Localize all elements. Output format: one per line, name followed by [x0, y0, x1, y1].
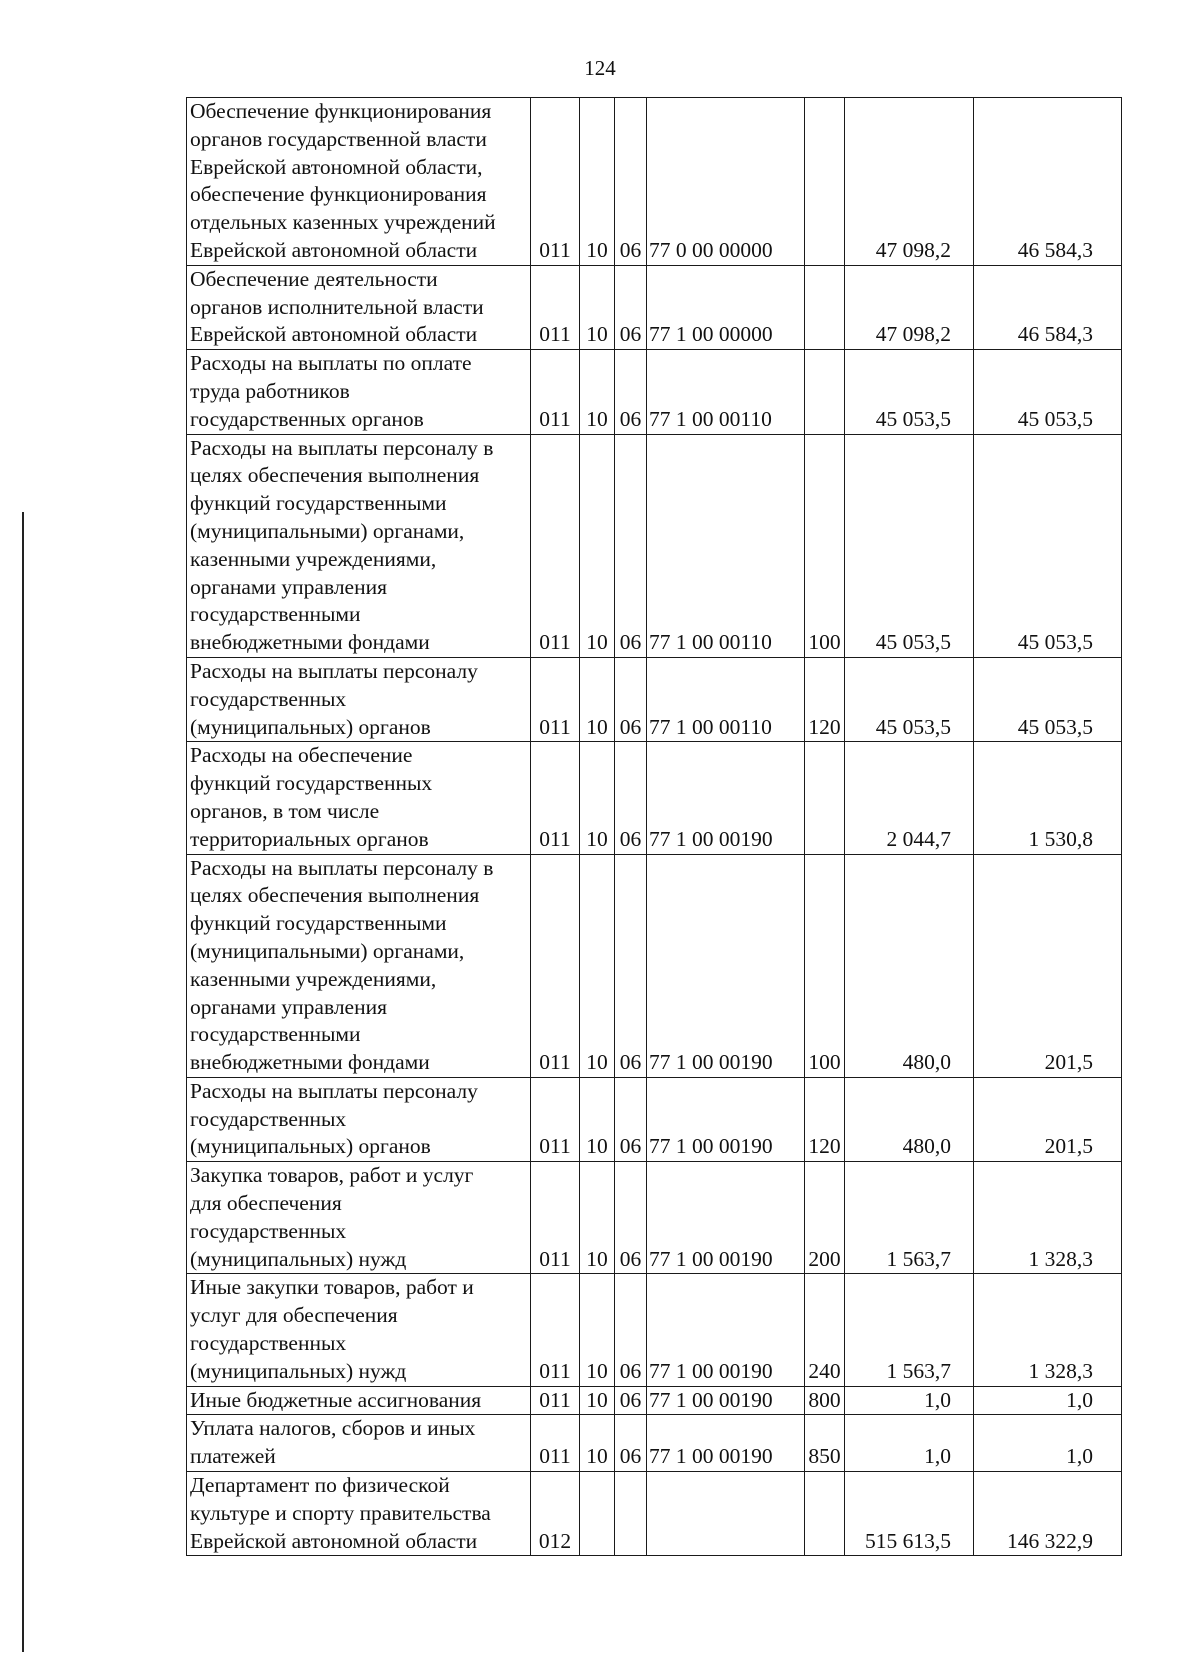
ministry-code-cell: 011: [531, 854, 580, 1077]
amount-year1-cell: 1 563,7: [845, 1274, 974, 1386]
expense-type-cell: [805, 265, 845, 349]
target-code-cell: 77 1 00 00190: [647, 1415, 805, 1472]
item-name-cell: [187, 1472, 531, 1556]
amount-year1-cell: 45 053,5: [845, 434, 974, 657]
expense-type-cell: 240: [805, 1274, 845, 1386]
subsection-code-cell: 06: [615, 1274, 647, 1386]
amount-year2-cell: 1 328,3: [974, 1162, 1122, 1274]
ministry-code-cell: 012: [531, 1472, 580, 1556]
section-code-cell: 10: [580, 265, 615, 349]
item-name-line: (муниципальными) органами,: [190, 518, 465, 543]
item-name-cell: [187, 657, 531, 741]
table-row: [187, 657, 1122, 741]
amount-year1-cell: 1,0: [845, 1415, 974, 1472]
item-name-line: государственных органов: [190, 406, 424, 431]
item-name-cell: [187, 350, 531, 434]
subsection-code-cell: 06: [615, 1162, 647, 1274]
item-name-line: Расходы на выплаты персоналу: [190, 658, 478, 683]
expense-type-cell: 100: [805, 434, 845, 657]
target-code-cell: 77 1 00 00190: [647, 1386, 805, 1415]
section-code-cell: 10: [580, 657, 615, 741]
item-name-line: казенными учреждениями,: [190, 966, 437, 991]
ministry-code-cell: 011: [531, 1162, 580, 1274]
item-name-line: (муниципальными) органами,: [190, 938, 465, 963]
section-code-cell: 10: [580, 742, 615, 854]
item-name-line: Закупка товаров, работ и услуг: [190, 1163, 474, 1188]
item-name-line: функций государственными: [190, 911, 447, 936]
item-name-line: Расходы на выплаты по оплате: [190, 351, 472, 376]
page-number: 124: [584, 56, 616, 80]
ministry-code-cell: 011: [531, 350, 580, 434]
item-name-line: для обеспечения: [190, 1191, 342, 1216]
item-name-cell: [187, 1415, 531, 1472]
amount-year2-cell: 1,0: [974, 1415, 1122, 1472]
ministry-code-cell: 011: [531, 98, 580, 266]
amount-year1-cell: 47 098,2: [845, 98, 974, 266]
expense-type-cell: [805, 1472, 845, 1556]
ministry-code-cell: 011: [531, 434, 580, 657]
item-name-line: функций государственных: [190, 771, 433, 796]
section-code-cell: 10: [580, 1162, 615, 1274]
section-code-cell: 10: [580, 434, 615, 657]
item-name-line: внебюджетными фондами: [190, 630, 430, 655]
item-name-line: услуг для обеспечения: [190, 1303, 398, 1328]
subsection-code-cell: 06: [615, 854, 647, 1077]
scan-margin-line: [22, 512, 24, 1652]
table-row: [187, 1162, 1122, 1274]
expense-type-cell: 120: [805, 657, 845, 741]
item-name-line: государственными: [190, 1022, 361, 1047]
item-name-line: Расходы на выплаты персоналу в: [190, 855, 494, 880]
item-name-line: Иные закупки товаров, работ и: [190, 1275, 474, 1300]
table-row: [187, 350, 1122, 434]
table-row: [187, 1415, 1122, 1472]
target-code-cell: 77 1 00 00190: [647, 1162, 805, 1274]
amount-year2-cell: 1 328,3: [974, 1274, 1122, 1386]
table-row: [187, 1472, 1122, 1556]
section-code-cell: [580, 1472, 615, 1556]
item-name-line: (муниципальных) органов: [190, 714, 431, 739]
amount-year1-cell: 2 044,7: [845, 742, 974, 854]
ministry-code-cell: 011: [531, 1274, 580, 1386]
item-name-line: Еврейской автономной области,: [190, 154, 483, 179]
section-code-cell: 10: [580, 1077, 615, 1161]
ministry-code-cell: 011: [531, 265, 580, 349]
amount-year1-cell: 480,0: [845, 854, 974, 1077]
subsection-code-cell: 06: [615, 350, 647, 434]
item-name-cell: [187, 434, 531, 657]
amount-year1-cell: 1,0: [845, 1386, 974, 1415]
item-name-cell: [187, 854, 531, 1077]
item-name-line: государственных: [190, 1106, 347, 1131]
subsection-code-cell: 06: [615, 742, 647, 854]
item-name-cell: [187, 742, 531, 854]
target-code-cell: 77 1 00 00190: [647, 1274, 805, 1386]
item-name-cell: [187, 1077, 531, 1161]
section-code-cell: 10: [580, 350, 615, 434]
subsection-code-cell: [615, 1472, 647, 1556]
expense-type-cell: 100: [805, 854, 845, 1077]
ministry-code-cell: 011: [531, 1077, 580, 1161]
target-code-cell: 77 1 00 00000: [647, 265, 805, 349]
amount-year2-cell: 201,5: [974, 1077, 1122, 1161]
target-code-cell: 77 1 00 00110: [647, 434, 805, 657]
amount-year1-cell: 45 053,5: [845, 657, 974, 741]
item-name-line: Обеспечение деятельности: [190, 266, 438, 291]
amount-year2-cell: 1,0: [974, 1386, 1122, 1415]
target-code-cell: 77 0 00 00000: [647, 98, 805, 266]
item-name-line: культуре и спорту правительства: [190, 1500, 491, 1525]
target-code-cell: 77 1 00 00190: [647, 742, 805, 854]
item-name-line: Еврейской автономной области: [190, 237, 478, 262]
item-name-line: целях обеспечения выполнения: [190, 883, 480, 908]
item-name-line: органов, в том числе: [190, 798, 380, 823]
target-code-cell: 77 1 00 00110: [647, 350, 805, 434]
amount-year2-cell: 45 053,5: [974, 657, 1122, 741]
subsection-code-cell: 06: [615, 265, 647, 349]
table-row: [187, 1274, 1122, 1386]
expense-type-cell: [805, 98, 845, 266]
ministry-code-cell: 011: [531, 1415, 580, 1472]
item-name-line: (муниципальных) нужд: [190, 1358, 407, 1383]
subsection-code-cell: 06: [615, 657, 647, 741]
subsection-code-cell: 06: [615, 1415, 647, 1472]
amount-year1-cell: 1 563,7: [845, 1162, 974, 1274]
item-name-cell: [187, 98, 531, 266]
item-name-line: Иные бюджетные ассигнования: [190, 1387, 482, 1412]
expense-type-cell: [805, 350, 845, 434]
subsection-code-cell: 06: [615, 98, 647, 266]
amount-year2-cell: 46 584,3: [974, 265, 1122, 349]
amount-year1-cell: 515 613,5: [845, 1472, 974, 1556]
target-code-cell: 77 1 00 00110: [647, 657, 805, 741]
item-name-line: государственных: [190, 686, 347, 711]
ministry-code-cell: 011: [531, 742, 580, 854]
item-name-line: Расходы на выплаты персоналу: [190, 1078, 478, 1103]
section-code-cell: 10: [580, 98, 615, 266]
budget-table-wrapper: [186, 97, 1122, 1556]
item-name-line: государственных: [190, 1218, 347, 1243]
item-name-line: государственными: [190, 602, 361, 627]
item-name-line: внебюджетными фондами: [190, 1050, 430, 1075]
ministry-code-cell: 011: [531, 1386, 580, 1415]
item-name-line: казенными учреждениями,: [190, 546, 437, 571]
expense-type-cell: 120: [805, 1077, 845, 1161]
target-code-cell: [647, 1472, 805, 1556]
amount-year2-cell: 45 053,5: [974, 350, 1122, 434]
item-name-line: органов государственной власти: [190, 126, 487, 151]
amount-year1-cell: 47 098,2: [845, 265, 974, 349]
subsection-code-cell: 06: [615, 1386, 647, 1415]
item-name-cell: [187, 1162, 531, 1274]
table-row: [187, 98, 1122, 266]
item-name-line: Расходы на обеспечение: [190, 743, 413, 768]
table-row: [187, 1077, 1122, 1161]
expense-type-cell: 850: [805, 1415, 845, 1472]
target-code-cell: 77 1 00 00190: [647, 1077, 805, 1161]
section-code-cell: 10: [580, 1415, 615, 1472]
table-row: [187, 265, 1122, 349]
amount-year2-cell: 201,5: [974, 854, 1122, 1077]
item-name-line: органами управления: [190, 994, 387, 1019]
section-code-cell: 10: [580, 1274, 615, 1386]
expense-type-cell: 800: [805, 1386, 845, 1415]
amount-year2-cell: 46 584,3: [974, 98, 1122, 266]
budget-table: [186, 97, 1122, 1556]
item-name-cell: [187, 1386, 531, 1415]
subsection-code-cell: 06: [615, 1077, 647, 1161]
item-name-line: территориальных органов: [190, 826, 429, 851]
item-name-line: Департамент по физической: [190, 1473, 450, 1498]
item-name-line: (муниципальных) органов: [190, 1134, 431, 1159]
table-row: [187, 434, 1122, 657]
target-code-cell: 77 1 00 00190: [647, 854, 805, 1077]
item-name-line: органов исполнительной власти: [190, 294, 484, 319]
item-name-line: органами управления: [190, 574, 387, 599]
ministry-code-cell: 011: [531, 657, 580, 741]
amount-year2-cell: 1 530,8: [974, 742, 1122, 854]
item-name-line: государственных: [190, 1331, 347, 1356]
item-name-line: платежей: [190, 1444, 276, 1469]
item-name-cell: [187, 265, 531, 349]
item-name-cell: [187, 1274, 531, 1386]
expense-type-cell: 200: [805, 1162, 845, 1274]
item-name-line: труда работников: [190, 378, 350, 403]
table-row: [187, 742, 1122, 854]
amount-year2-cell: 146 322,9: [974, 1472, 1122, 1556]
item-name-line: (муниципальных) нужд: [190, 1246, 407, 1271]
amount-year2-cell: 45 053,5: [974, 434, 1122, 657]
amount-year1-cell: 480,0: [845, 1077, 974, 1161]
table-body: [187, 98, 1122, 1556]
item-name-line: Расходы на выплаты персоналу в: [190, 435, 494, 460]
amount-year1-cell: 45 053,5: [845, 350, 974, 434]
item-name-line: обеспечение функционирования: [190, 182, 487, 207]
expense-type-cell: [805, 742, 845, 854]
item-name-line: Еврейской автономной области: [190, 322, 478, 347]
item-name-line: целях обеспечения выполнения: [190, 463, 480, 488]
section-code-cell: 10: [580, 854, 615, 1077]
table-row: [187, 1386, 1122, 1415]
item-name-line: Уплата налогов, сборов и иных: [190, 1416, 476, 1441]
table-row: [187, 854, 1122, 1077]
item-name-line: Еврейской автономной области: [190, 1528, 478, 1553]
section-code-cell: 10: [580, 1386, 615, 1415]
subsection-code-cell: 06: [615, 434, 647, 657]
item-name-line: отдельных казенных учреждений: [190, 210, 496, 235]
item-name-line: Обеспечение функционирования: [190, 99, 492, 123]
item-name-line: функций государственными: [190, 491, 447, 516]
